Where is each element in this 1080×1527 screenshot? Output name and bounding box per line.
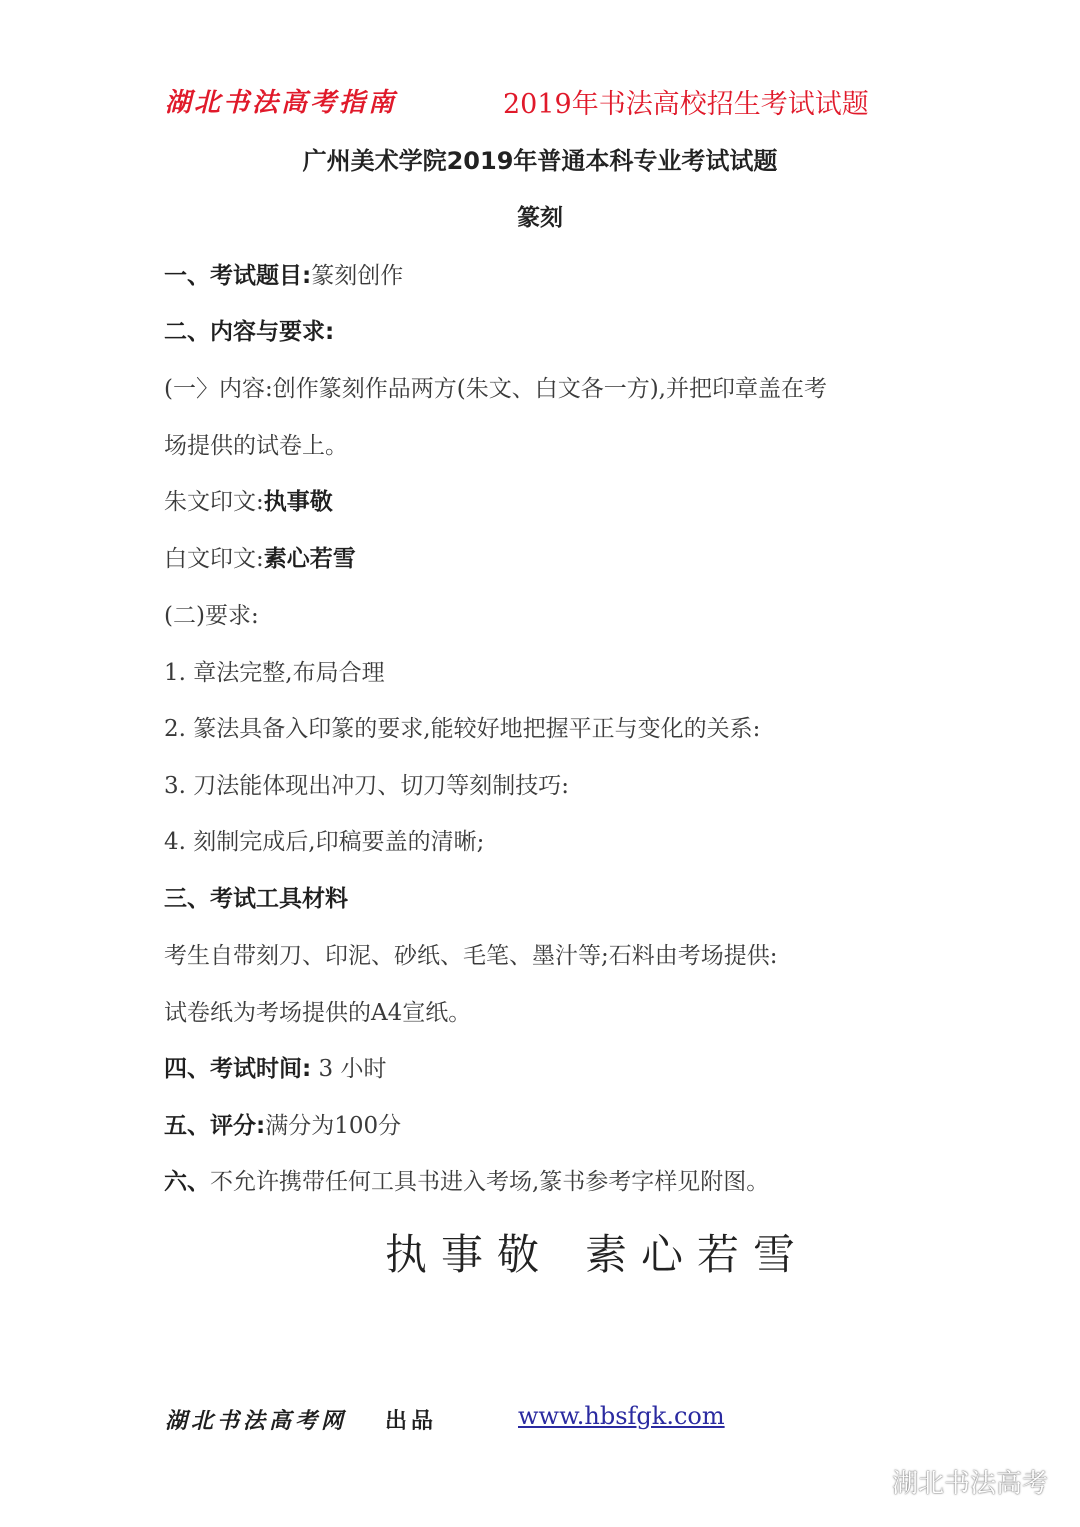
section-4 (164, 1050, 386, 1083)
section-3-label: 三、考试工具材料 (164, 886, 348, 912)
document-subtitle: 篆刻 (517, 205, 563, 231)
footer-brand: 湖北书法高考网 (165, 1408, 348, 1434)
zhuwen-seal-text (164, 483, 333, 516)
document-title: 广州美术学院2019年普通本科专业考试试题 (302, 147, 778, 175)
content-paragraph-line-1: (一〉内容:创作篆刻作品两方(朱文、白文各一方),并把印章盖在考 (164, 376, 827, 402)
requirements-label: (二)要求: (164, 603, 259, 629)
content-paragraph-line-2: 场提供的试卷上。 (164, 433, 348, 459)
requirement-4: 4. 刻制完成后,印稿要盖的清晰; (164, 829, 485, 855)
section-1 (164, 257, 403, 290)
section-1-text: 篆刻创作 (311, 263, 404, 289)
section-5-text: 满分为100分 (265, 1113, 402, 1139)
section-1-label: 一、考试题目: (164, 263, 312, 289)
footer-website-link[interactable]: www.hbsfgk.com (518, 1402, 725, 1430)
watermark-text: 湖北书法高考 (892, 1469, 1049, 1499)
header-brand: 湖北书法高考指南 (165, 88, 398, 118)
section-2 (164, 313, 334, 346)
baiwen-seal-text (164, 540, 356, 573)
baiwen-label: 白文印文: (164, 546, 264, 572)
section-4-label: 四、考试时间: (164, 1056, 312, 1082)
wechat-icon (850, 1469, 884, 1495)
section-6-label: 六、 (164, 1169, 210, 1195)
section-3 (164, 880, 348, 913)
section-5-label: 五、评分: (164, 1113, 266, 1139)
baiwen-value: 素心若雪 (263, 546, 356, 572)
section-2-label: 二、内容与要求: (164, 319, 335, 345)
seal-script-sample-2: 素心若雪 (585, 1230, 810, 1279)
requirement-3: 3. 刀法能体现出冲刀、切刀等刻制技巧: (164, 773, 570, 799)
section-6-text: 不允许携带任何工具书进入考场,篆书参考字样见附图。 (210, 1169, 770, 1195)
wechat-watermark (850, 1463, 1048, 1500)
section-4-text: 3 小时 (311, 1056, 387, 1082)
seal-script-sample-1: 执事敬 (385, 1230, 554, 1279)
tools-line-1: 考生自带刻刀、印泥、砂纸、毛笔、墨汁等;石料由考场提供: (164, 943, 778, 969)
requirement-2: 2. 篆法具备入印篆的要求,能较好地把握平正与变化的关系: (164, 716, 761, 742)
footer-made-by: 出品 (385, 1408, 438, 1434)
zhuwen-label: 朱文印文: (164, 489, 264, 515)
tools-line-2: 试卷纸为考场提供的A4宣纸。 (164, 1000, 472, 1026)
zhuwen-value: 执事敬 (263, 489, 333, 515)
header-exam-title: 2019年书法高校招生考试试题 (503, 89, 869, 120)
section-5 (164, 1107, 401, 1140)
section-6 (164, 1163, 769, 1196)
requirement-1: 1. 章法完整,布局合理 (164, 660, 385, 686)
